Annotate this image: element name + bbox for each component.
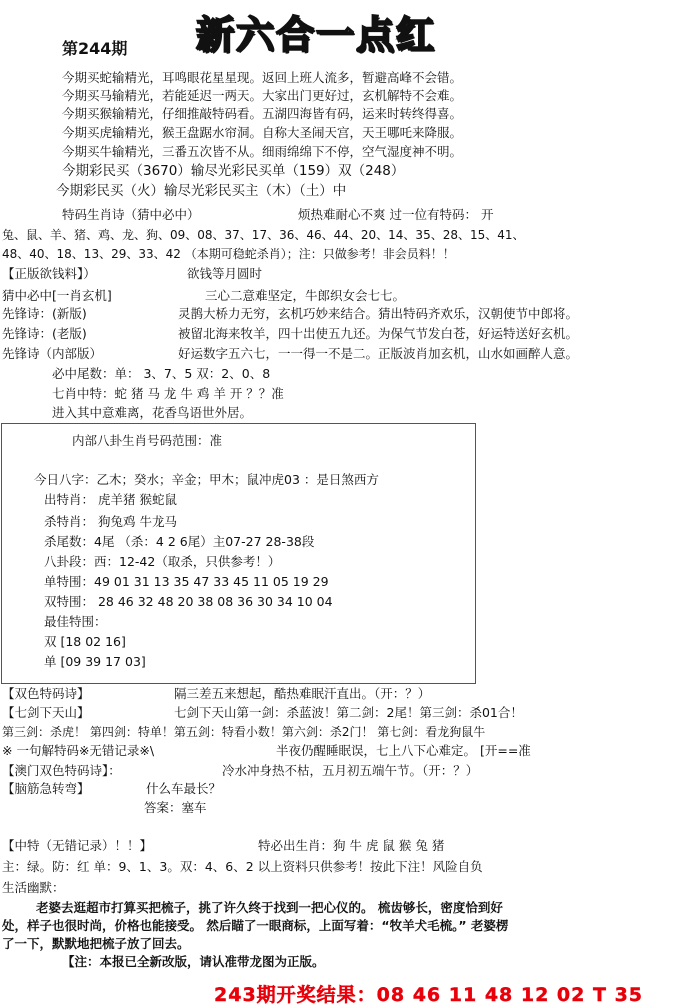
box-shawei: 杀尾数：4尾 （杀：4 2 6尾）主07-27 28-38段 — [44, 534, 315, 549]
humor-line-1: 老婆去逛超市打算买把梳子，挑了许久终于找到一把心仪的。 梳齿够长，密度恰到好 — [36, 900, 503, 915]
box-shuangte: 双特围： 28 46 32 48 20 38 08 36 30 34 10 04 — [44, 594, 333, 609]
box-shate: 杀特肖： 狗兔鸡 牛龙马 — [44, 514, 177, 529]
box-dante: 单特围：49 01 31 13 35 47 33 45 11 05 19 29 — [44, 574, 329, 589]
shuangse-text: 隔三差五来想起，酷热难眠汗直出。（开：？） — [174, 686, 431, 701]
humor-line-3: 了一下，默默地把梳子放了回去。 — [2, 936, 190, 951]
caimin-line-1: 今期彩民买（3670）输尽光彩民买单（159）双（248） — [62, 163, 405, 179]
box-chute: 出特肖： 虎羊猪 猴蛇鼠 — [44, 492, 177, 507]
box-title: 内部八卦生肖号码范围：准 — [72, 433, 223, 448]
xianfeng-label-internal: 先锋诗（内部版） — [2, 346, 103, 361]
qijian-line-2: 第三剑：杀虎！ 第四剑：特单！第五剑：特看小数！第六剑：杀2门！ 第七剑：看龙狗鼠牛 — [2, 725, 486, 739]
box-bazi: 今日八字：乙木；癸水；辛金；甲木；鼠冲虎03 ：是日煞西方 — [34, 472, 379, 487]
naojin-answer: 答案：塞车 — [144, 800, 207, 815]
qixiao-zhongte: 七肖中特：蛇 猪 马 龙 牛 鸡 羊 开 ？？准 — [52, 386, 284, 401]
zhengban-text: 欲钱等月圆时 — [187, 266, 263, 281]
zhongte-text: 特必出生肖：狗 牛 虎 鼠 猴 兔 猪 — [258, 838, 445, 853]
shuangse-label: 【双色特码诗】 — [2, 686, 90, 701]
issue-number: 第244期 — [62, 39, 128, 58]
numbers-line-2: 48、40、18、13、29、33、42 （本期可稳蛇杀肖）；注：只做参考！非会员料！！ — [2, 247, 455, 261]
masthead-title: 新六合一点红 — [196, 12, 437, 57]
xianfeng-text-new: 灵鹊大桥力无穷，玄机巧妙来结合。猜出特码齐欢乐，汉朝使节中郎将。 — [178, 306, 579, 321]
poem-line: 今期买牛输精光，三番五次皆不从。细雨绵绵下不停，空气湿度神不明。 — [62, 144, 463, 159]
zhongte-label: 【中特（无错记录）！！】 — [2, 838, 153, 853]
poem-line: 今期买虎输精光，猴王盘踞水帘洞。自称大圣闹天宫，天王哪吒来降服。 — [62, 125, 463, 140]
qijian-label: 【七剑下天山】 — [2, 705, 90, 720]
yiju-label: ※ 一句解特码※无错记录※\ — [2, 743, 155, 758]
poem-line: 今期买蛇输精光，耳鸣眼花星星现。返回上班人流多，暂避高峰不会错。 — [62, 70, 463, 85]
humor-line-2: 处，样子也很时尚，价格也能接受。 然后瞄了一眼商标，上面写着：“牧羊犬毛梳。” 老婆楞 — [2, 918, 509, 933]
xianfeng-text-old: 被留北海来牧羊，四十岀使五九还。为保气节发白苍，好运特送好玄机。 — [178, 326, 579, 341]
yiju-text: 半夜仍醒睡眠误，七上八下心难定。 [开==准 — [276, 743, 531, 758]
aomen-text: 冷水冲身热不枯，五月初五端午节。（开：？） — [222, 763, 479, 778]
box-shuang: 双 [18 02 16] — [44, 634, 126, 649]
box-zuijia: 最佳特围： — [44, 614, 107, 629]
draw-result: 243期开奖结果：08 46 11 48 12 02 T 35 — [214, 984, 644, 1006]
xianfeng-label-new: 先锋诗：(新版) — [2, 306, 87, 321]
poem-line: 今期买猴输精光，仔细推敲特码看。五湖四海皆有码，运来时转终得喜。 — [62, 106, 463, 121]
numbers-line-1: 兔、鼠、羊、猪、鸡、龙、狗、09、08、37、17、36、46、44、20、14、35、28、15、41、 — [2, 228, 525, 242]
humor-label: 生活幽默： — [2, 880, 65, 895]
caimin-line-2: 今期彩民买（火）输尽光彩民买主（木）（土）中 — [56, 183, 347, 199]
notice-line: 【注：本报已全新改版，请认准带龙图为正版。 — [62, 954, 325, 969]
xianfeng-label-old: 先锋诗：(老版) — [2, 326, 87, 341]
zhengban-label: 【正版欲钱料】） — [2, 266, 96, 281]
xianfeng-text-internal: 好运数字五六七，一一得一不是二。正版波肖加玄机，山水如画醉人意。 — [178, 346, 579, 361]
box-dan: 单 [09 39 17 03] — [44, 654, 146, 669]
bizhong-weishu: 必中尾数：单： 3、7、5 双：2、0、8 — [52, 366, 271, 381]
tema-label: 特码生肖诗（猜中必中） — [62, 207, 200, 222]
aomen-label: 【澳门双色特码诗】： — [2, 763, 121, 778]
zhu-line: 主：绿。防：红 单：9、1、3。双：4、6、2 以上资料只供参考！按此下注！风险自负 — [2, 859, 483, 874]
naojin-question: 什么车最长？ — [146, 781, 222, 796]
poem-line: 今期买马输精光，若能延迟一两天。大家出门更好过，玄机解特不会难。 — [62, 88, 463, 103]
caizhong-text: 三心二意难坚定，牛郎织女会七七。 — [205, 288, 406, 303]
naojin-label: 【脑筋急转弯】 — [2, 781, 90, 796]
tema-poem: 烦热难耐心不爽 过一位有特码： 开 — [298, 207, 494, 222]
qijian-line-1: 七剑下天山第一剑：杀蓝波！第二剑：2尾！第三剑：杀01合！ — [174, 705, 523, 720]
jinru-line: 进入其中意难离，花香鸟语世外居。 — [52, 405, 253, 420]
caizhong-label: 猜中必中[一肖玄机] — [2, 288, 112, 303]
box-bagua: 八卦段：西：12-42（取杀，只供参考！） — [44, 554, 281, 569]
